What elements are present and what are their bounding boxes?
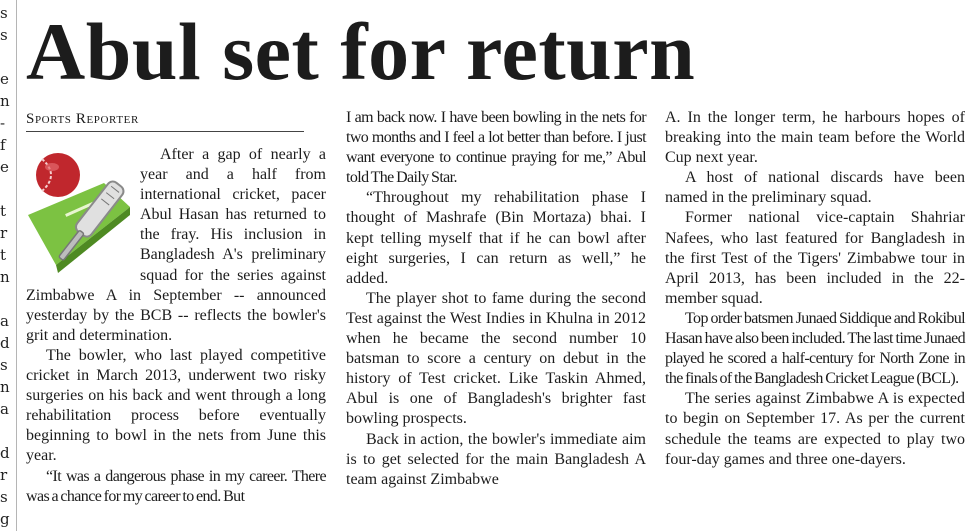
clipped-letter: s	[0, 26, 8, 44]
clipped-letter: r	[0, 466, 8, 484]
clipped-letter: t	[0, 246, 7, 264]
clipped-letter: n	[0, 378, 10, 396]
byline: Sports Reporter	[26, 111, 304, 132]
clipped-letter: s	[0, 4, 8, 22]
paragraph: Back in action, the bowler's immediate aim is to get selected for the main Bangladesh A team against Zimbabwe	[346, 430, 646, 488]
paragraph: The series against Zimbabwe A is expected to begin on September 17. As per the current schedule the teams are expected to play two four-day games and three one-dayers.	[665, 390, 965, 468]
clipped-letter: d	[0, 334, 10, 352]
paragraph: A host of national discards have been named in the preliminary squad.	[665, 169, 965, 207]
article-column-3	[665, 108, 965, 470]
clipped-letter: t	[0, 202, 7, 220]
clipped-letter: e	[0, 70, 9, 88]
clipped-letter: s	[0, 356, 8, 374]
article-column-1	[26, 145, 326, 507]
clipped-letter: -	[0, 114, 6, 132]
clipped-letter: s	[0, 488, 8, 506]
clipped-letter: a	[0, 312, 9, 330]
paragraph: Top order batsmen Junaed Siddique and Rokibul Hasan have also been included. The last time Junaed played he scored a half-century for North Zone in the finals of the Bangladesh Cricket League (BCL).	[665, 309, 965, 388]
clipped-letter: g	[0, 510, 10, 528]
adjacent-column-clipped	[0, 0, 17, 531]
paragraph: After a gap of nearly a year and a half from international cricket, pacer Abul Hasan has returned to the fray. His inclusion in Bangladesh A's preliminary squad for the series against Zimbabwe A in September -- announced yesterday by the BCB -- reflects the bowler's grit and determination.	[26, 146, 326, 344]
headline: Abul set for return	[26, 6, 696, 97]
paragraph: Former national vice-captain Shahriar Nafees, who last featured for Bangladesh in the first Test of the Tigers' Zimbabwe tour in April 2013, has been included in the 22-member squad.	[665, 209, 965, 307]
paragraph: “It was a dangerous phase in my career. There was a chance for my career to end. But	[26, 467, 326, 505]
clipped-letter: r	[0, 224, 8, 242]
paragraph: The bowler, who last played competitive cricket in March 2013, underwent two risky surgeries on his back and went through a long rehabilitation process before eventually beginning to bowl in the nets from June this year.	[26, 346, 326, 465]
clipped-letter: d	[0, 444, 10, 462]
paragraph: “Throughout my rehabilitation phase I thought of Mashrafe (Bin Mortaza) bhai. I kept telling myself that if he can bowl after eight surgeries, I can return as well,” he added.	[346, 189, 646, 287]
clipped-letter: f	[0, 136, 6, 154]
cricket-ball-and-bat-icon	[26, 145, 132, 275]
clipped-letter: n	[0, 92, 10, 110]
paragraph: I am back now. I have been bowling in the nets for two months and I feel a lot better than before. I just want everyone to continue praying for me,” Abul told The Daily Star.	[346, 109, 646, 187]
paragraph: A. In the longer term, he harbours hopes of breaking into the main team before the World Cup next year.	[665, 109, 965, 167]
clipped-letter: e	[0, 158, 9, 176]
clipped-letter: a	[0, 400, 9, 418]
clipped-letter: n	[0, 268, 10, 286]
article-column-2	[346, 108, 646, 490]
paragraph: The player shot to fame during the second Test against the West Indies in Khulna in 2012 when he became the second number 10 batsman to score a century on debut in the history of Test cricket. Like Taskin Ahmed, Abul is one of Bangladesh's brighter fast bowling prospects.	[346, 289, 646, 428]
